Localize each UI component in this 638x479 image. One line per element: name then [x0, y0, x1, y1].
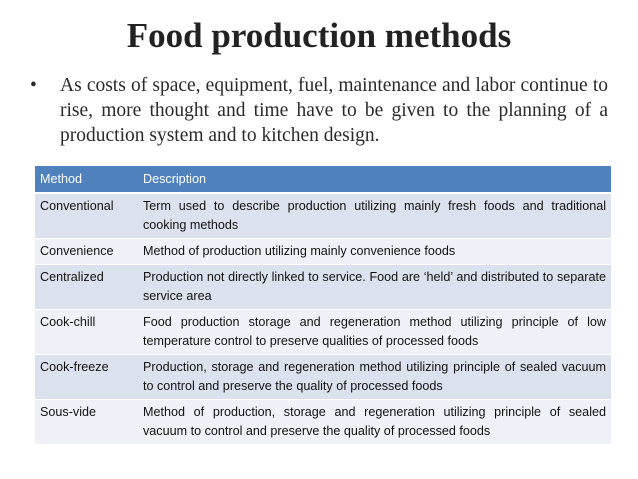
- method-cell: Sous-vide: [35, 400, 138, 445]
- bullet-text: As costs of space, equipment, fuel, maintenance and labor continue to rise, more thought and time have to be given to the planning of a production system and to kitchen design.: [60, 75, 608, 146]
- table-header-row: [35, 166, 611, 193]
- header-description: Description: [138, 166, 611, 193]
- table-row: [35, 239, 611, 265]
- description-cell: Food production storage and regeneration method utilizing principle of low temperature control to preserve qualities of processed foods: [138, 310, 611, 355]
- method-cell: Conventional: [35, 193, 138, 239]
- method-cell: Cook-chill: [35, 310, 138, 355]
- method-cell: Centralized: [35, 265, 138, 310]
- bullet-point: [30, 73, 608, 148]
- description-cell: Production, storage and regeneration method utilizing principle of sealed vacuum to control and preserve the quality of processed foods: [138, 355, 611, 400]
- description-cell: Term used to describe production utilizing mainly fresh foods and traditional cooking methods: [138, 193, 611, 239]
- description-cell: Method of production utilizing mainly convenience foods: [138, 239, 611, 265]
- method-cell: Convenience: [35, 239, 138, 265]
- table-row: [35, 193, 611, 239]
- table-row: [35, 355, 611, 400]
- slide-title: Food production methods: [126, 16, 512, 55]
- table-row: [35, 265, 611, 310]
- table-row: [35, 310, 611, 355]
- method-cell: Cook-freeze: [35, 355, 138, 400]
- header-method: Method: [35, 166, 138, 193]
- description-cell: Method of production, storage and regeneration utilizing principle of sealed vacuum to control and preserve the quality of processed foods: [138, 400, 611, 445]
- bullet-icon: •: [30, 75, 37, 96]
- table-row: [35, 400, 611, 445]
- methods-table: [35, 166, 611, 445]
- description-cell: Production not directly linked to service. Food are ‘held’ and distributed to separate service area: [138, 265, 611, 310]
